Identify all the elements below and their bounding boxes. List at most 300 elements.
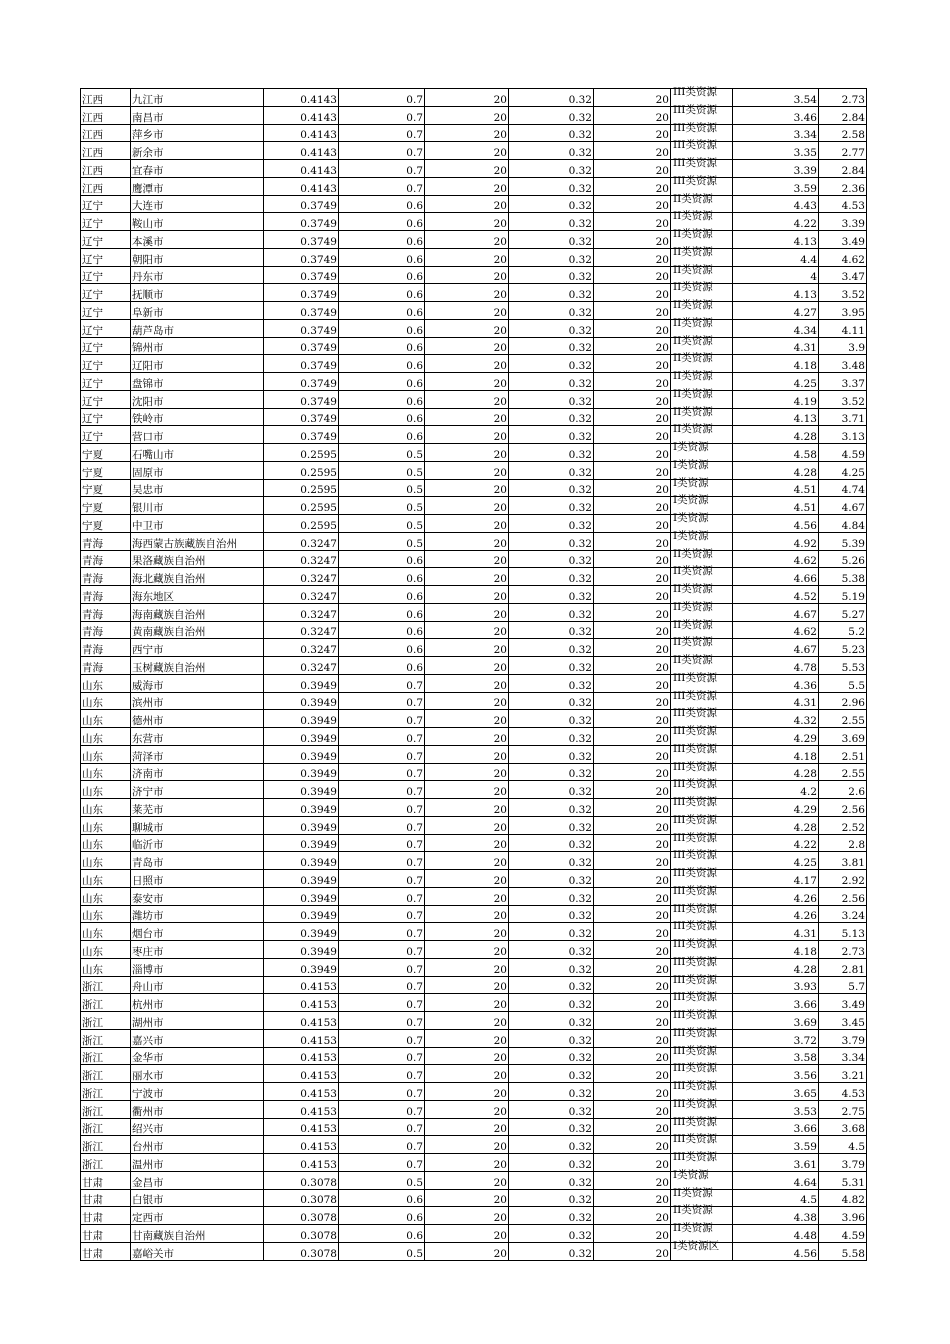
city-cell[interactable]: 威海市: [131, 674, 264, 692]
ratio-cell[interactable]: 0.6: [339, 266, 425, 284]
irradiance-cell[interactable]: 4.38: [733, 1207, 819, 1225]
resource-class-cell[interactable]: II类资源: [671, 302, 733, 320]
province-cell[interactable]: 浙江: [81, 1118, 131, 1136]
ratio-cell[interactable]: 0.7: [339, 89, 425, 107]
city-cell[interactable]: 济南市: [131, 763, 264, 781]
city-cell[interactable]: 营口市: [131, 426, 264, 444]
city-cell[interactable]: 西宁市: [131, 639, 264, 657]
value-a-cell[interactable]: 20: [425, 444, 509, 462]
irradiance-cell[interactable]: 3.56: [733, 1065, 819, 1083]
value-b-cell[interactable]: 0.32: [509, 834, 594, 852]
city-cell[interactable]: 杭州市: [131, 994, 264, 1012]
value-c-cell[interactable]: 20: [594, 603, 671, 621]
value-b-cell[interactable]: 0.32: [509, 586, 594, 604]
wind-cell[interactable]: 3.96: [819, 1207, 867, 1225]
city-cell[interactable]: 枣庄市: [131, 941, 264, 959]
province-cell[interactable]: 山东: [81, 710, 131, 728]
ratio-cell[interactable]: 0.6: [339, 1189, 425, 1207]
irradiance-cell[interactable]: 4.18: [733, 355, 819, 373]
resource-class-cell[interactable]: I类资源: [671, 461, 733, 479]
value-b-cell[interactable]: 0.32: [509, 745, 594, 763]
resource-class-cell[interactable]: III类资源: [671, 1154, 733, 1172]
value-c-cell[interactable]: 20: [594, 195, 671, 213]
province-cell[interactable]: 甘肃: [81, 1225, 131, 1243]
value-c-cell[interactable]: 20: [594, 657, 671, 675]
wind-cell[interactable]: 4.53: [819, 195, 867, 213]
coefficient-cell[interactable]: 0.4143: [264, 177, 339, 195]
city-cell[interactable]: 新余市: [131, 142, 264, 160]
city-cell[interactable]: 银川市: [131, 497, 264, 515]
resource-class-cell[interactable]: II类资源: [671, 1189, 733, 1207]
city-cell[interactable]: 固原市: [131, 461, 264, 479]
city-cell[interactable]: 南昌市: [131, 106, 264, 124]
wind-cell[interactable]: 2.36: [819, 177, 867, 195]
value-a-cell[interactable]: 20: [425, 106, 509, 124]
province-cell[interactable]: 辽宁: [81, 213, 131, 231]
value-c-cell[interactable]: 20: [594, 781, 671, 799]
coefficient-cell[interactable]: 0.4153: [264, 1118, 339, 1136]
value-b-cell[interactable]: 0.32: [509, 976, 594, 994]
province-cell[interactable]: 青海: [81, 568, 131, 586]
resource-class-cell[interactable]: III类资源: [671, 674, 733, 692]
value-a-cell[interactable]: 20: [425, 231, 509, 249]
value-a-cell[interactable]: 20: [425, 923, 509, 941]
value-c-cell[interactable]: 20: [594, 745, 671, 763]
province-cell[interactable]: 辽宁: [81, 355, 131, 373]
wind-cell[interactable]: 2.52: [819, 816, 867, 834]
coefficient-cell[interactable]: 0.3247: [264, 532, 339, 550]
coefficient-cell[interactable]: 0.3949: [264, 923, 339, 941]
ratio-cell[interactable]: 0.6: [339, 248, 425, 266]
wind-cell[interactable]: 4.62: [819, 248, 867, 266]
value-b-cell[interactable]: 0.32: [509, 515, 594, 533]
wind-cell[interactable]: 5.31: [819, 1171, 867, 1189]
value-c-cell[interactable]: 20: [594, 177, 671, 195]
city-cell[interactable]: 抚顺市: [131, 284, 264, 302]
value-a-cell[interactable]: 20: [425, 1207, 509, 1225]
coefficient-cell[interactable]: 0.3949: [264, 958, 339, 976]
coefficient-cell[interactable]: 0.4153: [264, 976, 339, 994]
resource-class-cell[interactable]: III类资源: [671, 799, 733, 817]
wind-cell[interactable]: 5.7: [819, 976, 867, 994]
resource-class-cell[interactable]: II类资源: [671, 373, 733, 391]
ratio-cell[interactable]: 0.6: [339, 621, 425, 639]
city-cell[interactable]: 铁岭市: [131, 408, 264, 426]
city-cell[interactable]: 果洛藏族自治州: [131, 550, 264, 568]
resource-class-cell[interactable]: III类资源: [671, 976, 733, 994]
value-a-cell[interactable]: 20: [425, 124, 509, 142]
irradiance-cell[interactable]: 4.43: [733, 195, 819, 213]
province-cell[interactable]: 辽宁: [81, 284, 131, 302]
province-cell[interactable]: 辽宁: [81, 266, 131, 284]
province-cell[interactable]: 甘肃: [81, 1242, 131, 1260]
wind-cell[interactable]: 2.51: [819, 745, 867, 763]
coefficient-cell[interactable]: 0.3749: [264, 408, 339, 426]
value-a-cell[interactable]: 20: [425, 195, 509, 213]
resource-class-cell[interactable]: I类资源: [671, 515, 733, 533]
value-c-cell[interactable]: 20: [594, 1012, 671, 1030]
coefficient-cell[interactable]: 0.3749: [264, 195, 339, 213]
irradiance-cell[interactable]: 4.67: [733, 639, 819, 657]
wind-cell[interactable]: 4.67: [819, 497, 867, 515]
irradiance-cell[interactable]: 4.48: [733, 1225, 819, 1243]
irradiance-cell[interactable]: 4.51: [733, 497, 819, 515]
value-b-cell[interactable]: 0.32: [509, 852, 594, 870]
ratio-cell[interactable]: 0.7: [339, 1029, 425, 1047]
irradiance-cell[interactable]: 4.52: [733, 586, 819, 604]
province-cell[interactable]: 山东: [81, 958, 131, 976]
value-c-cell[interactable]: 20: [594, 479, 671, 497]
ratio-cell[interactable]: 0.7: [339, 816, 425, 834]
wind-cell[interactable]: 3.49: [819, 994, 867, 1012]
wind-cell[interactable]: 4.25: [819, 461, 867, 479]
province-cell[interactable]: 宁夏: [81, 479, 131, 497]
coefficient-cell[interactable]: 0.3949: [264, 816, 339, 834]
coefficient-cell[interactable]: 0.3949: [264, 763, 339, 781]
coefficient-cell[interactable]: 0.3749: [264, 355, 339, 373]
value-b-cell[interactable]: 0.32: [509, 1012, 594, 1030]
value-b-cell[interactable]: 0.32: [509, 1225, 594, 1243]
province-cell[interactable]: 辽宁: [81, 373, 131, 391]
city-cell[interactable]: 泰安市: [131, 887, 264, 905]
value-b-cell[interactable]: 0.32: [509, 1118, 594, 1136]
wind-cell[interactable]: 2.81: [819, 958, 867, 976]
wind-cell[interactable]: 2.58: [819, 124, 867, 142]
value-b-cell[interactable]: 0.32: [509, 550, 594, 568]
wind-cell[interactable]: 3.24: [819, 905, 867, 923]
wind-cell[interactable]: 5.2: [819, 621, 867, 639]
value-a-cell[interactable]: 20: [425, 745, 509, 763]
wind-cell[interactable]: 5.5: [819, 674, 867, 692]
ratio-cell[interactable]: 0.6: [339, 550, 425, 568]
city-cell[interactable]: 德州市: [131, 710, 264, 728]
value-a-cell[interactable]: 20: [425, 1225, 509, 1243]
ratio-cell[interactable]: 0.7: [339, 763, 425, 781]
value-c-cell[interactable]: 20: [594, 763, 671, 781]
value-c-cell[interactable]: 20: [594, 213, 671, 231]
ratio-cell[interactable]: 0.7: [339, 781, 425, 799]
city-cell[interactable]: 湖州市: [131, 1012, 264, 1030]
ratio-cell[interactable]: 0.7: [339, 994, 425, 1012]
coefficient-cell[interactable]: 0.3749: [264, 390, 339, 408]
resource-class-cell[interactable]: II类资源: [671, 586, 733, 604]
value-b-cell[interactable]: 0.32: [509, 1100, 594, 1118]
value-c-cell[interactable]: 20: [594, 373, 671, 391]
resource-class-cell[interactable]: III类资源: [671, 692, 733, 710]
value-c-cell[interactable]: 20: [594, 852, 671, 870]
value-c-cell[interactable]: 20: [594, 408, 671, 426]
city-cell[interactable]: 九江市: [131, 89, 264, 107]
value-b-cell[interactable]: 0.32: [509, 337, 594, 355]
irradiance-cell[interactable]: 4.62: [733, 550, 819, 568]
province-cell[interactable]: 山东: [81, 674, 131, 692]
ratio-cell[interactable]: 0.6: [339, 195, 425, 213]
province-cell[interactable]: 甘肃: [81, 1189, 131, 1207]
province-cell[interactable]: 辽宁: [81, 302, 131, 320]
province-cell[interactable]: 辽宁: [81, 195, 131, 213]
city-cell[interactable]: 宜春市: [131, 160, 264, 178]
wind-cell[interactable]: 3.34: [819, 1047, 867, 1065]
wind-cell[interactable]: 5.13: [819, 923, 867, 941]
wind-cell[interactable]: 5.38: [819, 568, 867, 586]
value-a-cell[interactable]: 20: [425, 177, 509, 195]
irradiance-cell[interactable]: 4.31: [733, 692, 819, 710]
coefficient-cell[interactable]: 0.4153: [264, 1047, 339, 1065]
value-c-cell[interactable]: 20: [594, 1154, 671, 1172]
value-b-cell[interactable]: 0.32: [509, 479, 594, 497]
value-a-cell[interactable]: 20: [425, 515, 509, 533]
wind-cell[interactable]: 4.11: [819, 319, 867, 337]
value-c-cell[interactable]: 20: [594, 160, 671, 178]
irradiance-cell[interactable]: 4.2: [733, 781, 819, 799]
wind-cell[interactable]: 3.45: [819, 1012, 867, 1030]
city-cell[interactable]: 聊城市: [131, 816, 264, 834]
coefficient-cell[interactable]: 0.2595: [264, 461, 339, 479]
value-a-cell[interactable]: 20: [425, 497, 509, 515]
resource-class-cell[interactable]: II类资源: [671, 284, 733, 302]
coefficient-cell[interactable]: 0.4143: [264, 106, 339, 124]
province-cell[interactable]: 山东: [81, 799, 131, 817]
ratio-cell[interactable]: 0.6: [339, 408, 425, 426]
irradiance-cell[interactable]: 3.69: [733, 1012, 819, 1030]
value-c-cell[interactable]: 20: [594, 142, 671, 160]
city-cell[interactable]: 黄南藏族自治州: [131, 621, 264, 639]
value-b-cell[interactable]: 0.32: [509, 1207, 594, 1225]
value-c-cell[interactable]: 20: [594, 568, 671, 586]
value-c-cell[interactable]: 20: [594, 674, 671, 692]
wind-cell[interactable]: 3.95: [819, 302, 867, 320]
ratio-cell[interactable]: 0.7: [339, 160, 425, 178]
value-a-cell[interactable]: 20: [425, 1083, 509, 1101]
value-a-cell[interactable]: 20: [425, 1012, 509, 1030]
value-c-cell[interactable]: 20: [594, 337, 671, 355]
resource-class-cell[interactable]: I类资源: [671, 497, 733, 515]
coefficient-cell[interactable]: 0.3078: [264, 1242, 339, 1260]
ratio-cell[interactable]: 0.5: [339, 515, 425, 533]
value-b-cell[interactable]: 0.32: [509, 177, 594, 195]
value-b-cell[interactable]: 0.32: [509, 373, 594, 391]
value-c-cell[interactable]: 20: [594, 1171, 671, 1189]
value-b-cell[interactable]: 0.32: [509, 674, 594, 692]
value-b-cell[interactable]: 0.32: [509, 1189, 594, 1207]
coefficient-cell[interactable]: 0.3749: [264, 266, 339, 284]
irradiance-cell[interactable]: 4.28: [733, 426, 819, 444]
ratio-cell[interactable]: 0.5: [339, 1242, 425, 1260]
city-cell[interactable]: 烟台市: [131, 923, 264, 941]
ratio-cell[interactable]: 0.6: [339, 1225, 425, 1243]
value-a-cell[interactable]: 20: [425, 710, 509, 728]
value-c-cell[interactable]: 20: [594, 1083, 671, 1101]
irradiance-cell[interactable]: 4.13: [733, 408, 819, 426]
value-b-cell[interactable]: 0.32: [509, 124, 594, 142]
wind-cell[interactable]: 2.6: [819, 781, 867, 799]
city-cell[interactable]: 菏泽市: [131, 745, 264, 763]
value-c-cell[interactable]: 20: [594, 834, 671, 852]
city-cell[interactable]: 朝阳市: [131, 248, 264, 266]
resource-class-cell[interactable]: III类资源: [671, 781, 733, 799]
value-c-cell[interactable]: 20: [594, 799, 671, 817]
coefficient-cell[interactable]: 0.4153: [264, 1012, 339, 1030]
irradiance-cell[interactable]: 3.35: [733, 142, 819, 160]
resource-class-cell[interactable]: III类资源: [671, 958, 733, 976]
ratio-cell[interactable]: 0.6: [339, 657, 425, 675]
resource-class-cell[interactable]: III类资源: [671, 1012, 733, 1030]
wind-cell[interactable]: 3.49: [819, 231, 867, 249]
wind-cell[interactable]: 4.74: [819, 479, 867, 497]
province-cell[interactable]: 山东: [81, 728, 131, 746]
value-b-cell[interactable]: 0.32: [509, 319, 594, 337]
irradiance-cell[interactable]: 4.5: [733, 1189, 819, 1207]
irradiance-cell[interactable]: 4.13: [733, 231, 819, 249]
resource-class-cell[interactable]: III类资源: [671, 1100, 733, 1118]
ratio-cell[interactable]: 0.6: [339, 586, 425, 604]
value-a-cell[interactable]: 20: [425, 532, 509, 550]
province-cell[interactable]: 山东: [81, 905, 131, 923]
value-a-cell[interactable]: 20: [425, 142, 509, 160]
coefficient-cell[interactable]: 0.3949: [264, 781, 339, 799]
value-c-cell[interactable]: 20: [594, 231, 671, 249]
city-cell[interactable]: 嘉兴市: [131, 1029, 264, 1047]
value-b-cell[interactable]: 0.32: [509, 958, 594, 976]
resource-class-cell[interactable]: II类资源: [671, 603, 733, 621]
province-cell[interactable]: 山东: [81, 870, 131, 888]
resource-class-cell[interactable]: II类资源: [671, 639, 733, 657]
ratio-cell[interactable]: 0.7: [339, 976, 425, 994]
value-a-cell[interactable]: 20: [425, 816, 509, 834]
province-cell[interactable]: 江西: [81, 106, 131, 124]
province-cell[interactable]: 浙江: [81, 994, 131, 1012]
value-b-cell[interactable]: 0.32: [509, 887, 594, 905]
value-c-cell[interactable]: 20: [594, 302, 671, 320]
coefficient-cell[interactable]: 0.3078: [264, 1225, 339, 1243]
value-c-cell[interactable]: 20: [594, 941, 671, 959]
city-cell[interactable]: 白银市: [131, 1189, 264, 1207]
coefficient-cell[interactable]: 0.4153: [264, 1083, 339, 1101]
province-cell[interactable]: 辽宁: [81, 426, 131, 444]
value-c-cell[interactable]: 20: [594, 1065, 671, 1083]
value-b-cell[interactable]: 0.32: [509, 426, 594, 444]
city-cell[interactable]: 阜新市: [131, 302, 264, 320]
resource-class-cell[interactable]: III类资源: [671, 870, 733, 888]
wind-cell[interactable]: 2.8: [819, 834, 867, 852]
wind-cell[interactable]: 4.82: [819, 1189, 867, 1207]
ratio-cell[interactable]: 0.7: [339, 958, 425, 976]
ratio-cell[interactable]: 0.7: [339, 1047, 425, 1065]
city-cell[interactable]: 沈阳市: [131, 390, 264, 408]
ratio-cell[interactable]: 0.5: [339, 479, 425, 497]
ratio-cell[interactable]: 0.7: [339, 1083, 425, 1101]
city-cell[interactable]: 海南藏族自治州: [131, 603, 264, 621]
city-cell[interactable]: 海西蒙古族藏族自治州: [131, 532, 264, 550]
resource-class-cell[interactable]: III类资源: [671, 142, 733, 160]
irradiance-cell[interactable]: 4.13: [733, 284, 819, 302]
value-a-cell[interactable]: 20: [425, 266, 509, 284]
province-cell[interactable]: 青海: [81, 657, 131, 675]
city-cell[interactable]: 吴忠市: [131, 479, 264, 497]
coefficient-cell[interactable]: 0.4143: [264, 142, 339, 160]
coefficient-cell[interactable]: 0.3949: [264, 905, 339, 923]
city-cell[interactable]: 锦州市: [131, 337, 264, 355]
value-a-cell[interactable]: 20: [425, 89, 509, 107]
wind-cell[interactable]: 4.59: [819, 444, 867, 462]
wind-cell[interactable]: 2.75: [819, 1100, 867, 1118]
coefficient-cell[interactable]: 0.3749: [264, 302, 339, 320]
province-cell[interactable]: 宁夏: [81, 461, 131, 479]
resource-class-cell[interactable]: I类资源: [671, 444, 733, 462]
ratio-cell[interactable]: 0.7: [339, 1118, 425, 1136]
city-cell[interactable]: 台州市: [131, 1136, 264, 1154]
ratio-cell[interactable]: 0.6: [339, 337, 425, 355]
irradiance-cell[interactable]: 4.36: [733, 674, 819, 692]
city-cell[interactable]: 丽水市: [131, 1065, 264, 1083]
resource-class-cell[interactable]: II类资源: [671, 266, 733, 284]
value-c-cell[interactable]: 20: [594, 1225, 671, 1243]
value-b-cell[interactable]: 0.32: [509, 266, 594, 284]
coefficient-cell[interactable]: 0.3247: [264, 568, 339, 586]
ratio-cell[interactable]: 0.6: [339, 390, 425, 408]
irradiance-cell[interactable]: 4.25: [733, 373, 819, 391]
value-a-cell[interactable]: 20: [425, 1100, 509, 1118]
value-a-cell[interactable]: 20: [425, 603, 509, 621]
irradiance-cell[interactable]: 4.78: [733, 657, 819, 675]
irradiance-cell[interactable]: 3.66: [733, 1118, 819, 1136]
city-cell[interactable]: 温州市: [131, 1154, 264, 1172]
resource-class-cell[interactable]: II类资源: [671, 1225, 733, 1243]
province-cell[interactable]: 辽宁: [81, 337, 131, 355]
wind-cell[interactable]: 3.13: [819, 426, 867, 444]
province-cell[interactable]: 江西: [81, 160, 131, 178]
coefficient-cell[interactable]: 0.3949: [264, 710, 339, 728]
value-b-cell[interactable]: 0.32: [509, 355, 594, 373]
resource-class-cell[interactable]: III类资源: [671, 1065, 733, 1083]
province-cell[interactable]: 江西: [81, 142, 131, 160]
ratio-cell[interactable]: 0.7: [339, 177, 425, 195]
province-cell[interactable]: 浙江: [81, 1029, 131, 1047]
wind-cell[interactable]: 4.84: [819, 515, 867, 533]
resource-class-cell[interactable]: III类资源: [671, 745, 733, 763]
ratio-cell[interactable]: 0.5: [339, 1171, 425, 1189]
resource-class-cell[interactable]: III类资源: [671, 905, 733, 923]
irradiance-cell[interactable]: 4: [733, 266, 819, 284]
resource-class-cell[interactable]: III类资源: [671, 852, 733, 870]
value-a-cell[interactable]: 20: [425, 941, 509, 959]
irradiance-cell[interactable]: 4.67: [733, 603, 819, 621]
resource-class-cell[interactable]: III类资源: [671, 763, 733, 781]
value-a-cell[interactable]: 20: [425, 302, 509, 320]
province-cell[interactable]: 山东: [81, 745, 131, 763]
resource-class-cell[interactable]: III类资源: [671, 1083, 733, 1101]
city-cell[interactable]: 定西市: [131, 1207, 264, 1225]
coefficient-cell[interactable]: 0.4153: [264, 1136, 339, 1154]
value-a-cell[interactable]: 20: [425, 160, 509, 178]
irradiance-cell[interactable]: 4.29: [733, 799, 819, 817]
value-a-cell[interactable]: 20: [425, 834, 509, 852]
value-b-cell[interactable]: 0.32: [509, 1029, 594, 1047]
resource-class-cell[interactable]: II类资源: [671, 337, 733, 355]
province-cell[interactable]: 浙江: [81, 1083, 131, 1101]
coefficient-cell[interactable]: 0.3949: [264, 745, 339, 763]
value-b-cell[interactable]: 0.32: [509, 1083, 594, 1101]
province-cell[interactable]: 辽宁: [81, 408, 131, 426]
ratio-cell[interactable]: 0.6: [339, 568, 425, 586]
wind-cell[interactable]: 2.73: [819, 941, 867, 959]
resource-class-cell[interactable]: I类资源: [671, 479, 733, 497]
city-cell[interactable]: 鞍山市: [131, 213, 264, 231]
value-a-cell[interactable]: 20: [425, 621, 509, 639]
resource-class-cell[interactable]: I类资源: [671, 532, 733, 550]
coefficient-cell[interactable]: 0.3949: [264, 887, 339, 905]
coefficient-cell[interactable]: 0.3749: [264, 319, 339, 337]
